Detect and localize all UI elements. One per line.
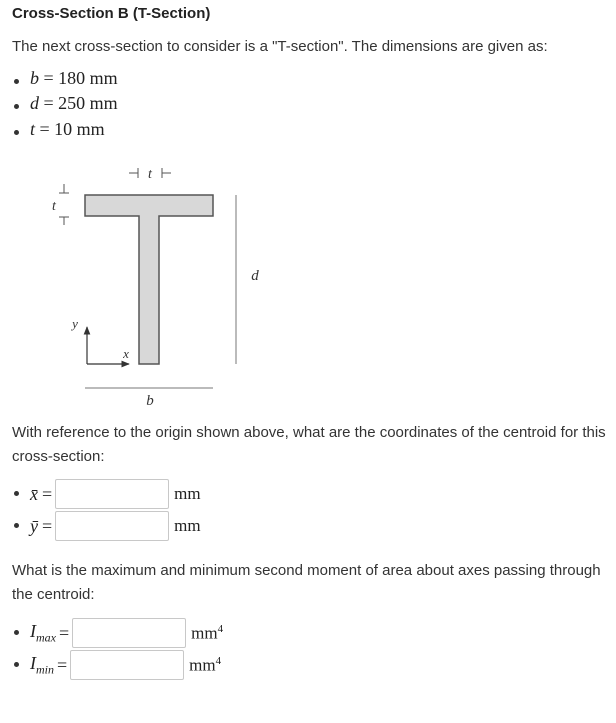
label-t-top: t: [148, 167, 152, 182]
unit-label: [189, 655, 221, 676]
unit-label: mm: [174, 516, 201, 535]
dimension-t-left: [59, 184, 69, 225]
bullet: [14, 523, 19, 528]
unit-exponent: 4: [217, 622, 224, 635]
centroid-x-row: [30, 479, 201, 509]
label-t-left: t: [52, 199, 56, 214]
i-symbol: I: [30, 620, 36, 641]
label-x-axis: x: [123, 346, 129, 361]
intro-text: The next cross-section to consider is a "T-section". The dimensions are given as:: [12, 38, 548, 55]
i-min-symbol: [30, 653, 54, 678]
dimension-symbol: b: [30, 68, 39, 88]
label-y-axis: y: [72, 316, 78, 331]
bullet: [14, 491, 19, 496]
unit-label: [191, 623, 223, 644]
i-min-row: [30, 650, 221, 680]
equals-sign: =: [43, 93, 54, 113]
centroid-question-text: With reference to the origin shown above, what are the coordinates of the centroid for this cross-section:: [12, 424, 606, 465]
i-max-row: [30, 618, 223, 648]
dimension-value: 250 mm: [58, 93, 118, 113]
i-subscript: max: [36, 630, 56, 645]
equals-sign: =: [42, 515, 53, 536]
i-subscript: min: [36, 662, 54, 677]
unit-base: mm: [191, 623, 218, 643]
i-max-symbol: [30, 621, 56, 646]
equals-sign: =: [39, 119, 50, 139]
bullet: [14, 662, 19, 667]
moment-question-text: What is the maximum and minimum second moment of area about axes passing through the centroid:: [12, 562, 601, 603]
i-symbol: I: [30, 652, 36, 673]
equals-sign: =: [57, 654, 68, 675]
x-bar-symbol: x̄: [30, 483, 38, 504]
equals-sign: =: [59, 622, 70, 643]
unit-base: mm: [189, 655, 216, 675]
unit-label: mm: [174, 484, 201, 503]
equals-sign: =: [43, 68, 54, 88]
section-title: Cross-Section B (T-Section): [12, 5, 211, 22]
unit-exponent: 4: [215, 654, 222, 667]
dimension-symbol: t: [30, 119, 36, 139]
dimension-symbol: d: [30, 93, 39, 113]
bullet: [14, 630, 19, 635]
y-bar-symbol: ȳ: [30, 515, 38, 536]
centroid-y-row: [30, 511, 201, 541]
centroid-x-input[interactable]: [55, 479, 169, 509]
centroid-y-input[interactable]: [55, 511, 169, 541]
dimension-value: 180 mm: [58, 68, 118, 88]
label-d: d: [251, 268, 259, 284]
t-section-shape: [85, 195, 213, 364]
i-max-input[interactable]: [72, 618, 186, 648]
dimension-value: 10 mm: [54, 119, 105, 139]
label-b: b: [146, 393, 154, 409]
i-min-input[interactable]: [70, 650, 184, 680]
equals-sign: =: [42, 483, 53, 504]
